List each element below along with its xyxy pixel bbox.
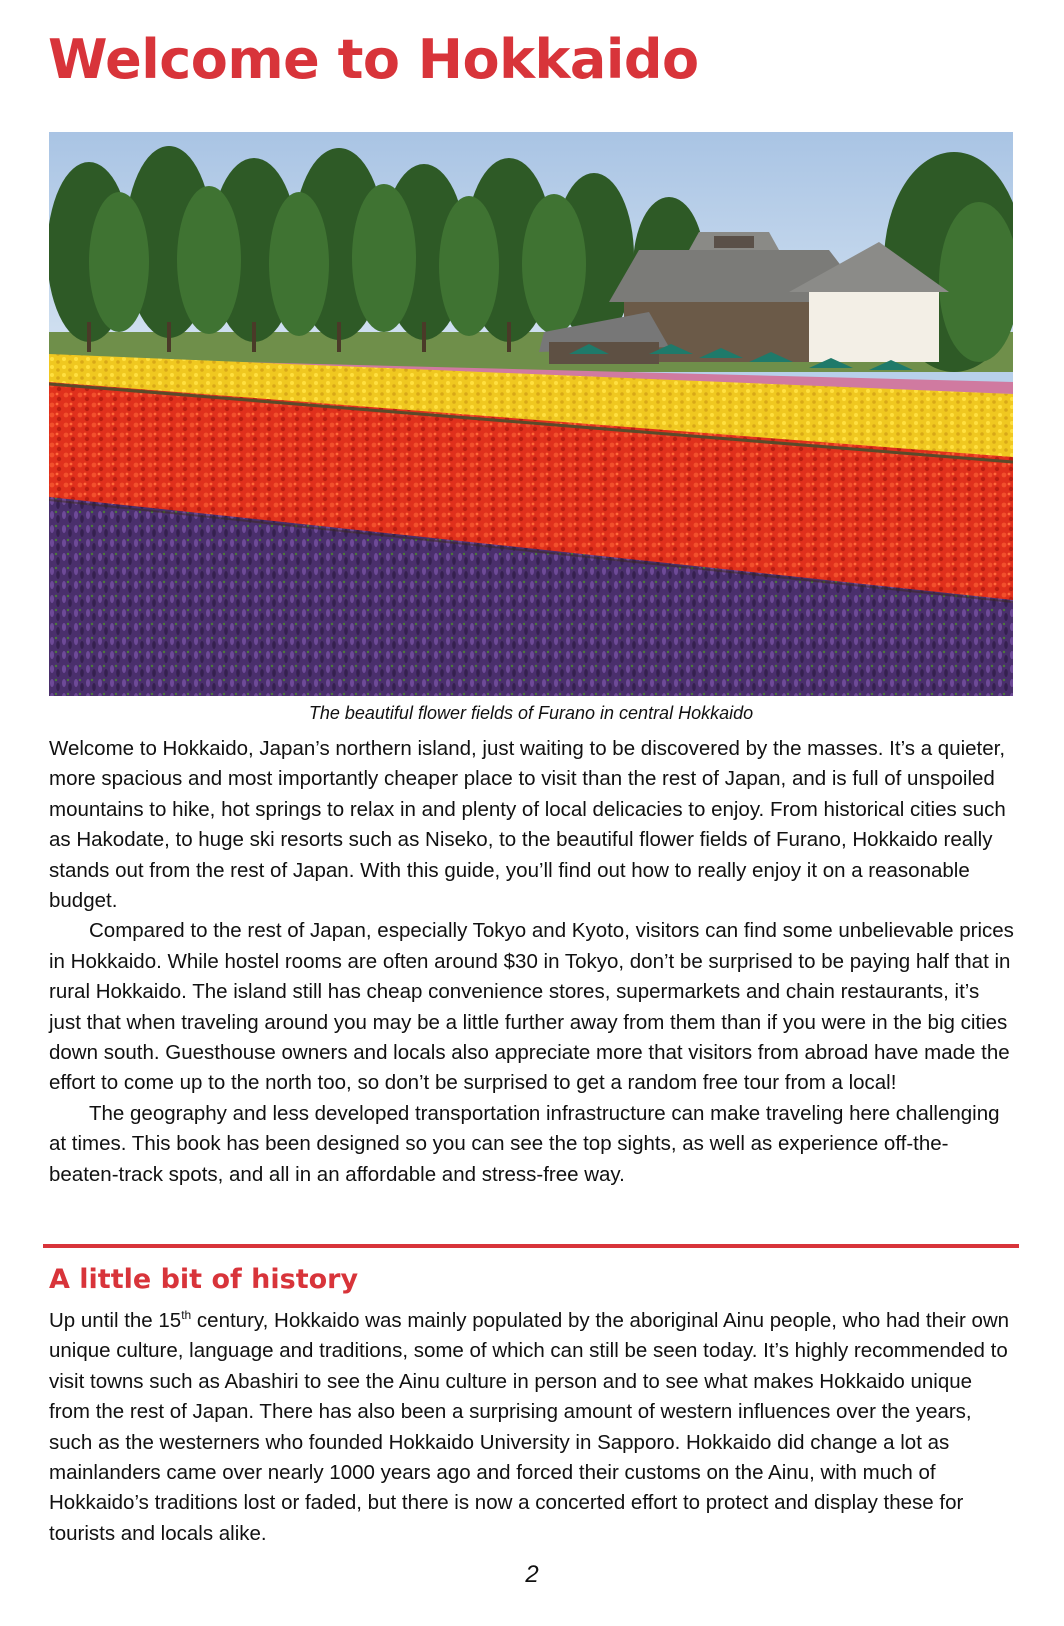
intro-paragraph: The geography and less developed transportation infrastructure can make traveling here challenging at times. This book has been designed so you can see the top sights, as well as experience off-the-beaten-track spots, and all in an affordable and stress-free way. bbox=[49, 1101, 1000, 1186]
photo-caption: The beautiful flower fields of Furano in central Hokkaido bbox=[308, 703, 754, 723]
intro-paragraph: Welcome to Hokkaido, Japan’s northern island, just waiting to be discovered by the masses. It’s a quieter, more spacious and most importantly cheaper place to visit than the rest of Japan, and is full of unspoiled mountains to hike, hot springs to relax in and plenty of local delicacies to enjoy. From historical cities such as Hakodate, to huge ski resorts such as Niseko, to the beautiful flower fields of Furano, Hokkaido really stands out from the rest of Japan. With this guide, you’ll find out how to really enjoy it on a reasonable budget. bbox=[49, 737, 1006, 913]
flower-fields-photo bbox=[49, 132, 1013, 696]
section-heading: A little bit of history bbox=[49, 1264, 359, 1295]
history-text-start: Up until the 15 bbox=[49, 1309, 182, 1332]
page-title: Welcome to Hokkaido bbox=[48, 28, 699, 91]
ordinal-suffix: th bbox=[181, 1308, 192, 1323]
page-number: 2 bbox=[525, 1561, 539, 1588]
history-text bbox=[49, 1306, 1015, 1549]
intro-text bbox=[49, 734, 1015, 1190]
history-paragraph bbox=[49, 1306, 1015, 1549]
intro-paragraph: Compared to the rest of Japan, especially Tokyo and Kyoto, visitors can find some unbelievable prices in Hokkaido. While hostel rooms are often around $30 in Tokyo, don’t be surprised to be paying half that in rural Hokkaido. The island still has cheap convenience stores, supermarkets and chain restaurants, it’s just that when traveling around you may be a little further away from them than if you were in the big cities down south. Guesthouse owners and locals also appreciate more that visitors from abroad have made the effort to come up to the north too, so don’t be surprised to get a random free tour from a local! bbox=[49, 919, 1014, 1095]
section-divider bbox=[43, 1244, 1019, 1248]
history-text-rest: century, Hokkaido was mainly populated by the aboriginal Ainu people, who had their own unique culture, language and traditions, some of which can still be seen today. It’s highly recommended to visit towns such as Abashiri to see the Ainu culture in person and to see what makes Hokkaido unique from the rest of Japan. There has also been a surprising amount of western influences over the years, such as the westerners who founded Hokkaido University in Sapporo. Hokkaido did change a lot as mainlanders came over nearly 1000 years ago and forced their customs on the Ainu, with much of Hokkaido’s traditions lost or faded, but there is now a concerted effort to protect and display these for tourists and locals alike. bbox=[49, 1309, 1010, 1545]
